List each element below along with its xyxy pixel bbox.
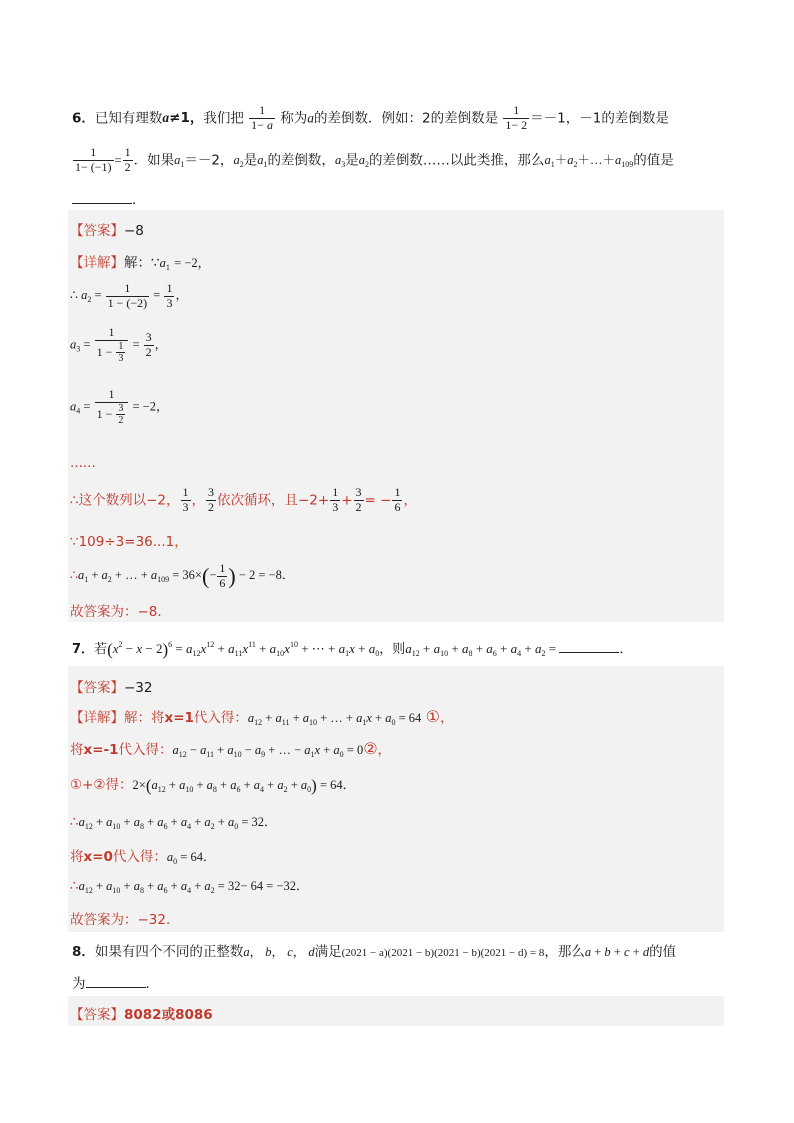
a6-sum: $\therefore a_1 + a_2$ + … + $a_{109} = 36\times(-$ $\frac{1}{6}$ ) − 2 = −8．	[70, 561, 295, 590]
a6-detail-2: ∴ $a_2$ = $\frac{1}{1 - (-2)}$ = $\frac{1}{3}$ ，	[70, 281, 188, 310]
q8-line-2: 为 ．	[72, 976, 159, 992]
a7-final: 故答案为：−32．	[70, 912, 180, 928]
a7-detail-4: $\therefore a_{12} + a_{10} + a_8 + a_6 + a_4 + a_2 + a_0 = 32$．	[70, 814, 277, 831]
q8-answer-blank	[86, 975, 146, 988]
q6-answer-blank	[72, 191, 132, 204]
q6-number: 6．	[72, 110, 95, 127]
q6-fraction-example2: $\frac{1}{1- (-1)}$	[75, 145, 112, 174]
a6-division: ∵109÷3=36...1，	[70, 534, 188, 550]
q6-fraction-example: $\frac{1}{1- 2}$	[505, 103, 528, 132]
a7-detail-1: 【详解】解：将x=1代入得：$a_{12} + a_{11} + a_{10}$ + … + $a_1x + a_0 = 64$ ①，	[70, 707, 454, 727]
a6-final: 故答案为：−8．	[70, 604, 171, 620]
a7-detail-3: ①+②得：$2\times(a_{12} + a_{10} + a_8 + a_6 + a_4 + a_2 + a_0) = 64$．	[70, 776, 356, 796]
q6-line-2: $\frac{1}{1- (-1)}$ = $\frac{1}{2}$ ．如果$a_1=-2$，$a_2$是$a_1$的差倒数，$a_3$是$a_2$的差倒数……以此类推，那么$a_1+a_2+\dots+a_{109}$的值是	[75, 145, 674, 174]
q8-line-1: 8．如果有四个不同的正整数a， b， c， d满足(2021 − a)(2021 − b)(2021 − b)(2021 − d) = 8，那么a + b + c + d的值	[72, 944, 677, 960]
q6-fraction-def: $\frac{1}{1- a}$	[251, 103, 273, 132]
q7-line-1: 7．若$(x^2 - x - 2)^6 = a_{12}x^{12} + a_{11}x^{11} + a_{10}x^{10}$ + ⋯ + $a_1x + a_0$，则$a_{12} + a_{10} + a_8 + a_6 + a_4 + a_2$ = ．	[72, 640, 633, 660]
a7-detail-6: $\therefore a_{12} + a_{10} + a_8 + a_6 + a_4 + a_2 = 32- 64 = -32$．	[70, 878, 309, 895]
a6-detail-4: $a_4$ = 1 1 − $\frac{3}{2}$ = −2，	[70, 387, 169, 427]
a7-answer: 【答案】−32	[70, 680, 153, 696]
a7-detail-2: 将x=-1代入得：$a_{12} - a_{11} + a_{10} - a_9$ + … − $a_1x + a_0$ = 0②，	[70, 739, 392, 759]
a6-dots: ......	[70, 455, 96, 471]
q6-line-3: ．	[72, 188, 726, 208]
a6-detail-3: $a_3$ = 1 1 − $\frac{1}{3}$ = $\frac{3}{2}$ ，	[70, 325, 168, 365]
a6-answer: 【答案】−8	[70, 223, 144, 239]
a7-detail-5: 将x=0代入得：$a_0 = 64$．	[70, 849, 216, 866]
a6-detail-1: 【详解】解：$\because a_1 = -2$，	[70, 255, 211, 272]
a6-cycle: ∴这个数列以−2， $\frac{1}{3}$ ， $\frac{3}{2}$ 依次循环，且−2+ $\frac{1}{3}$ + $\frac{3}{2}$ = − $\frac{1}{6}$ ，	[70, 485, 417, 514]
a8-answer: 【答案】8082或8086	[70, 1007, 213, 1023]
q6-line-1: 6．已知有理数a≠1，我们把 $\frac{1}{1- a}$ 称为a的差倒数．例如：2的差倒数是 $\frac{1}{1- 2}$ ＝－1，－1的差倒数是	[72, 103, 669, 132]
q7-answer-blank	[559, 640, 619, 653]
